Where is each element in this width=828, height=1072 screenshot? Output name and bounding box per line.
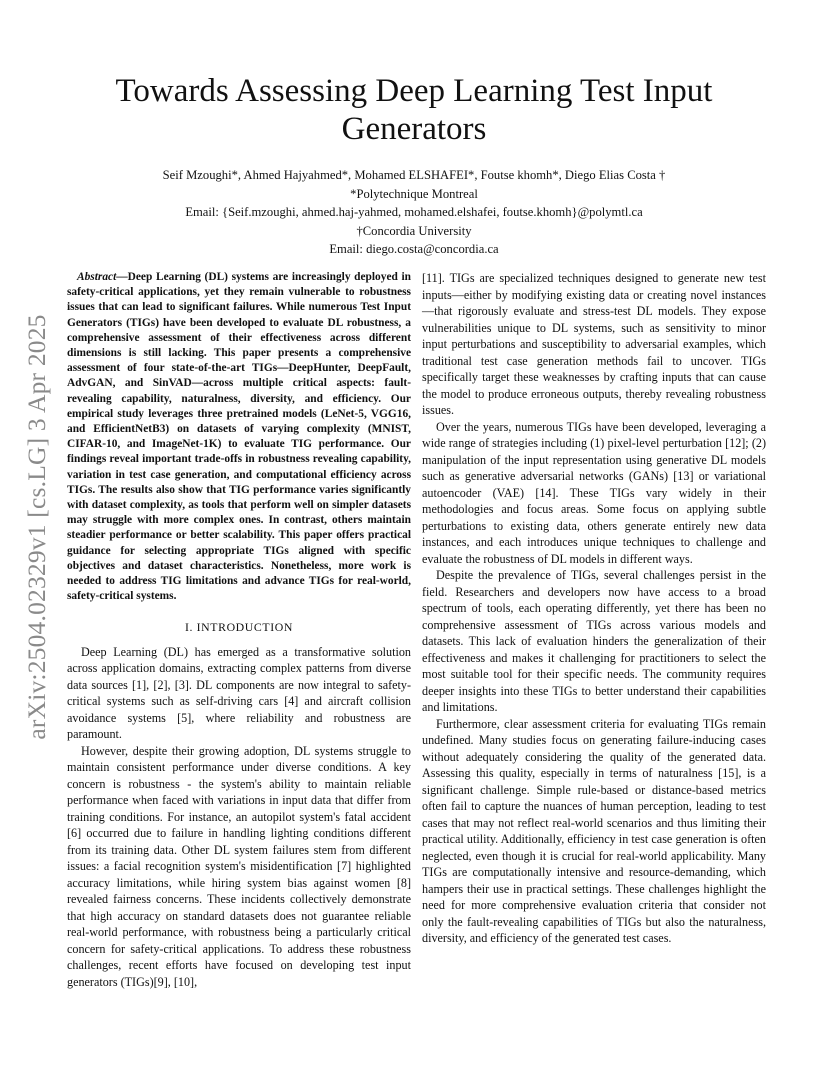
email-concordia: Email: diego.costa@concordia.ca [329,242,499,257]
intro-paragraph-1: Deep Learning (DL) has emerged as a transformative solution across application domains, extracting complex patterns from diverse data sources [1], [2], [3]. DL components are now integral to safety-critical systems such as self-driving cars [4] and aircraft collision avoidance systems [5], where reliability and robustness are paramount. [67,644,411,742]
left-column [67,270,411,990]
email-polytechnique: Email: {Seif.mzoughi, ahmed.haj-yahmed, mohamed.elshafei, foutse.khomh}@polymtl.ca [185,205,643,220]
intro-paragraph-6: Furthermore, clear assessment criteria for evaluating TIGs remain undefined. Many studies focus on generating failure-inducing cases without adequately considering the quality of the generated data. Assessing this quality, especially in terms of naturalness [15], is a significant challenge. Simple rule-based or distance-based metrics often fail to capture the nuances of human perception, leading to test cases that may not reflect real-world scenarios and thus limiting their practical utility. Additionally, efficiency in test case generation is often neglected, even though it is crucial for real-world applicability. Many TIGs are computationally intensive and resource-demanding, which hampers their use in practical settings. These challenges highlight the need for more comprehensive evaluation criteria that consider not only the fault-revealing capabilities of TIGs but also the naturalness, diversity, and efficiency of the generated test cases. [422,716,766,945]
affiliation-polytechnique: *Polytechnique Montreal [350,186,478,201]
arxiv-identifier-stamp [22,292,52,762]
author-block [90,166,738,259]
author-list: Seif Mzoughi*, Ahmed Hajyahmed*, Mohamed ELSHAFEI*, Foutse khomh*, Diego Elias Costa † [162,168,666,182]
paper-title: Towards Assessing Deep Learning Test Input Generators [115,73,713,147]
abstract [67,270,411,604]
affiliation-concordia: †Concordia University [356,223,472,238]
intro-paragraph-3: [11]. TIGs are specialized techniques designed to generate new test inputs—either by modifying existing data or creating novel instances—that rigorously evaluate and stress-test DL models. They expose vulnerabilities unique to DL systems, such as sensitivity to minor input perturbations and susceptibility to adversarial examples, which traditional test case generation methods fail to uncover. TIGs specifically target these weaknesses by crafting inputs that can cause the model to produce erroneous outputs, thereby revealing robustness issues. [422,271,766,417]
intro-paragraph-5: Despite the prevalence of TIGs, several challenges persist in the field. Researchers and developers now have access to a broad spectrum of tools, each operating differently, yet there has been no comprehensive assessment of TIGs across various models and datasets. This lack of evaluation hinders the generalization of their effectiveness and makes it challenging for practitioners to select the most suitable tool for their specific needs. The community requires deeper insights into these TIGs to better understand their capabilities and limitations. [422,568,766,714]
abstract-text: —Deep Learning (DL) systems are increasingly deployed in safety-critical applications, yet they remain vulnerable to robustness issues that can lead to significant failures. While numerous Test Input Generators (TIGs) have been developed to evaluate DL robustness, a comprehensive assessment of their effectiveness across different dimensions is still lacking. This paper presents a comprehensive assessment of four state-of-the-art TIGs—DeepHunter, DeepFault, AdvGAN, and SinVAD—across multiple critical aspects: fault-revealing capability, naturalness, diversity, and efficiency. Our empirical study leverages three pretrained models (LeNet-5, VGG16, and EfficientNetB3) on datasets of varying complexity (MNIST, CIFAR-10, and ImageNet-1K) to evaluate TIG performance. Our findings reveal important trade-offs in robustness revealing capability, variation in test case generation, and computational efficiency across TIGs. The results also show that TIG performance varies significantly with dataset complexity, as tools that perform well on simpler datasets may struggle with more complex ones. In contrast, others maintain steadier performance or better scalability. This paper offers practical guidance for selecting appropriate TIGs aligned with specific objectives and dataset characteristics. Nonetheless, more work is needed to address TIG limitations and advance TIGs for real-world, safety-critical systems. [67,271,411,603]
right-column [422,270,766,947]
intro-paragraph-4: Over the years, numerous TIGs have been developed, leveraging a wide range of strategies including (1) pixel-level perturbation [12]; (2) manipulation of the input representation using generative DL models such as generative adversarial networks (GANs) [13] or variational autoencoder (VAE) [14]. These TIGs vary widely in their methodologies and focus areas. Some focus on applying subtle perturbations to existing data, others generate entirely new data instances, and each introduces unique techniques to challenge and evaluate the robustness of DL models in different ways. [422,419,766,566]
abstract-lead: Abstract [77,271,117,283]
arxiv-identifier-text: arXiv:2504.02329v1 [cs.LG] 3 Apr 2025 [22,314,51,740]
section-heading-introduction: I. INTRODUCTION [185,620,293,635]
intro-paragraph-2: However, despite their growing adoption, DL systems struggle to maintain consistent performance under diverse conditions. A key concern is robustness - the system's ability to maintain reliable performance when faced with variations in input data that differ from training conditions. For instance, an autopilot system's fatal accident [6] occurred due to failure in handling lighting conditions different from its training data. Other DL system failures stem from different issues: a facial recognition system's misidentification [7] highlighted accuracy limitations, while hiring system bias against women [8] revealed fairness concerns. These incidents collectively demonstrate that high accuracy on standard datasets does not guarantee reliable real-world performance, with robustness being a particularly critical concern for safety-critical applications. To address these robustness challenges, recent efforts have focused on developing test input generators (TIGs)[9], [10], [67,743,411,989]
